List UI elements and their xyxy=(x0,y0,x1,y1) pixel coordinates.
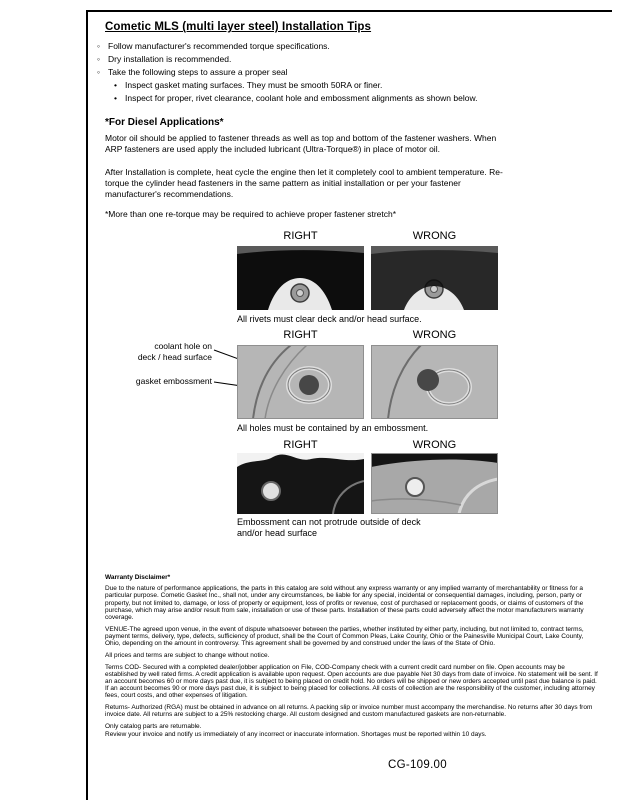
disclaimer-heading: Warranty Disclaimer* xyxy=(105,574,171,581)
right-column-label: RIGHT xyxy=(283,329,318,341)
protrusion-right-figure xyxy=(237,453,364,514)
list-item xyxy=(97,53,517,66)
diesel-applications-heading: *For Diesel Applications* xyxy=(105,117,224,128)
tip-text: Inspect gasket mating surfaces. They must be smooth 50RA or finer. xyxy=(125,80,383,90)
rivet-clearance-right-image xyxy=(237,246,364,310)
page-title: Cometic MLS (multi layer steel) Installation Tips xyxy=(105,21,372,33)
warranty-disclaimer xyxy=(105,574,598,742)
tip-text: Dry installation is recommended. xyxy=(108,54,232,64)
disclaimer-paragraph: Review your invoice and notify us immediately of any incorrect or inaccurate information. Shortages must be reported within 10 days. xyxy=(105,730,487,738)
list-item xyxy=(97,66,517,79)
rivet-right-figure xyxy=(237,246,364,310)
list-sub-item xyxy=(114,92,517,105)
coolant-hole-annotation xyxy=(120,341,212,362)
open-bullet-icon: ◦ xyxy=(97,67,101,77)
rivet-wrong-figure xyxy=(371,246,498,310)
gasket-embossment-annotation: gasket embossment xyxy=(135,376,212,386)
tip-text: Take the following steps to assure a proper seal xyxy=(108,67,288,77)
disclaimer-paragraph: Returns- Authorized (RGA) must be obtained in advance on all returns. A packing slip or invoice number must accompany the merchandise. No returns after 30 days from invoice date. All returns are subject to a 25% restocking charge. All custom designed and custom manufactured gaskets are non-returnable. xyxy=(105,704,593,719)
rivet-caption: All rivets must clear deck and/or head surface. xyxy=(237,314,422,324)
wrong-column-label: WRONG xyxy=(412,439,457,451)
right-column-label: RIGHT xyxy=(283,230,318,242)
embossment-containment-wrong-image xyxy=(371,345,498,419)
tip-text: Inspect for proper, rivet clearance, coolant hole and embossment alignments as shown below. xyxy=(125,93,478,103)
open-bullet-icon: ◦ xyxy=(97,54,101,64)
disclaimer-paragraph: Due to the nature of performance applications, the parts in this catalog are sold without any express warranty or any implied warranty of merchantability or fitness for a particular purpose. Cometic Gasket Inc., shall not, under any circumstances, be liable for any special, incidental or consequential damages, including, person, party or property, but not limited to, damage, or loss of property or equipment, loss of profits or revenue, cost of purchased or replacement goods, or claims of customers of the purchase, which may arise and/or result from sale, installation or use of these parts. Installation of these parts could adversely affect the motor manufacturers warranty coverage. xyxy=(105,585,584,622)
filled-bullet-icon: • xyxy=(114,93,117,103)
tip-text: Follow manufacturer's recommended torque specifications. xyxy=(108,41,330,51)
protrusion-wrong-figure xyxy=(371,453,498,514)
disclaimer-paragraph: VENUE-The agreed upon venue, in the event of dispute whatsoever between the parties, whether instituted by either party, including, but not limited to, contract terms, payment terms, delivery, type, defects, sufficiency of product, shall be the Court of Common Pleas, Lake County, Ohio or the Painesville Municipal Court, Lake County, Ohio, depending on the amount in controversy. This agreement shall be governed by and construed under the laws of the State of Ohio. xyxy=(105,625,584,648)
embossment-containment-right-image xyxy=(237,345,364,419)
diesel-paragraph-1: Motor oil should be applied to fastener threads as well as top and bottom of the fastener washers. When ARP fasteners are used apply the included lubricant (Ultra-Torque®) in place of motor oil. xyxy=(105,133,497,154)
annotation-line: coolant hole on xyxy=(154,341,212,351)
wrong-column-label: WRONG xyxy=(412,329,457,341)
protrusion-caption xyxy=(237,517,421,539)
embossment-right-figure xyxy=(237,345,364,419)
open-bullet-icon: ◦ xyxy=(97,41,101,51)
retorque-note: *More than one re-torque may be required to achieve proper fastener stretch* xyxy=(105,209,397,219)
embossment-wrong-figure xyxy=(371,345,498,419)
wrong-column-label: WRONG xyxy=(412,230,457,242)
caption-line: Embossment can not protrude outside of deck xyxy=(237,517,421,527)
holes-caption: All holes must be contained by an embossment. xyxy=(237,423,429,433)
rivet-clearance-wrong-image xyxy=(371,246,498,310)
list-item xyxy=(97,40,517,53)
annotation-line: deck / head surface xyxy=(137,351,212,362)
diesel-paragraph-2: After Installation is complete, heat cycle the engine then let it completely cool to ambient temperature. Re-torque the cylinder head fasteners in the same pattern as initial installation or per your fastener manufacturer's recommendations. xyxy=(105,167,503,199)
disclaimer-paragraph: Only catalog parts are returnable. xyxy=(105,722,202,730)
right-column-label: RIGHT xyxy=(283,439,318,451)
list-sub-item xyxy=(114,79,517,92)
protrusion-wrong-image xyxy=(371,453,498,514)
page-number: CG-109.00 xyxy=(388,759,447,771)
caption-line: and/or head surface xyxy=(237,528,318,538)
protrusion-right-image xyxy=(237,453,364,514)
tips-list xyxy=(97,40,517,105)
disclaimer-paragraph: All prices and terms are subject to change without notice. xyxy=(105,651,270,659)
disclaimer-paragraph: Terms COD- Secured with a completed dealer/jobber application on File, COD-Company check with a current credit card number on file. Open accounts may be established by well rated firms. A credit application is available upon request. Open accounts are due payable Net 30 days from date of invoice. No statement will be sent. If an account becomes 60 or more days past due, it is subject to being placed on credit hold. No orders will be shipped or new orders accepted until past due balance is paid. If an account becomes 90 or more days past due, it is subject to being placed for collections. All costs of collection are the responsibility of the customer, including attorney fees, court costs, and other expenses of litigation. xyxy=(105,663,598,700)
filled-bullet-icon: • xyxy=(114,80,117,90)
